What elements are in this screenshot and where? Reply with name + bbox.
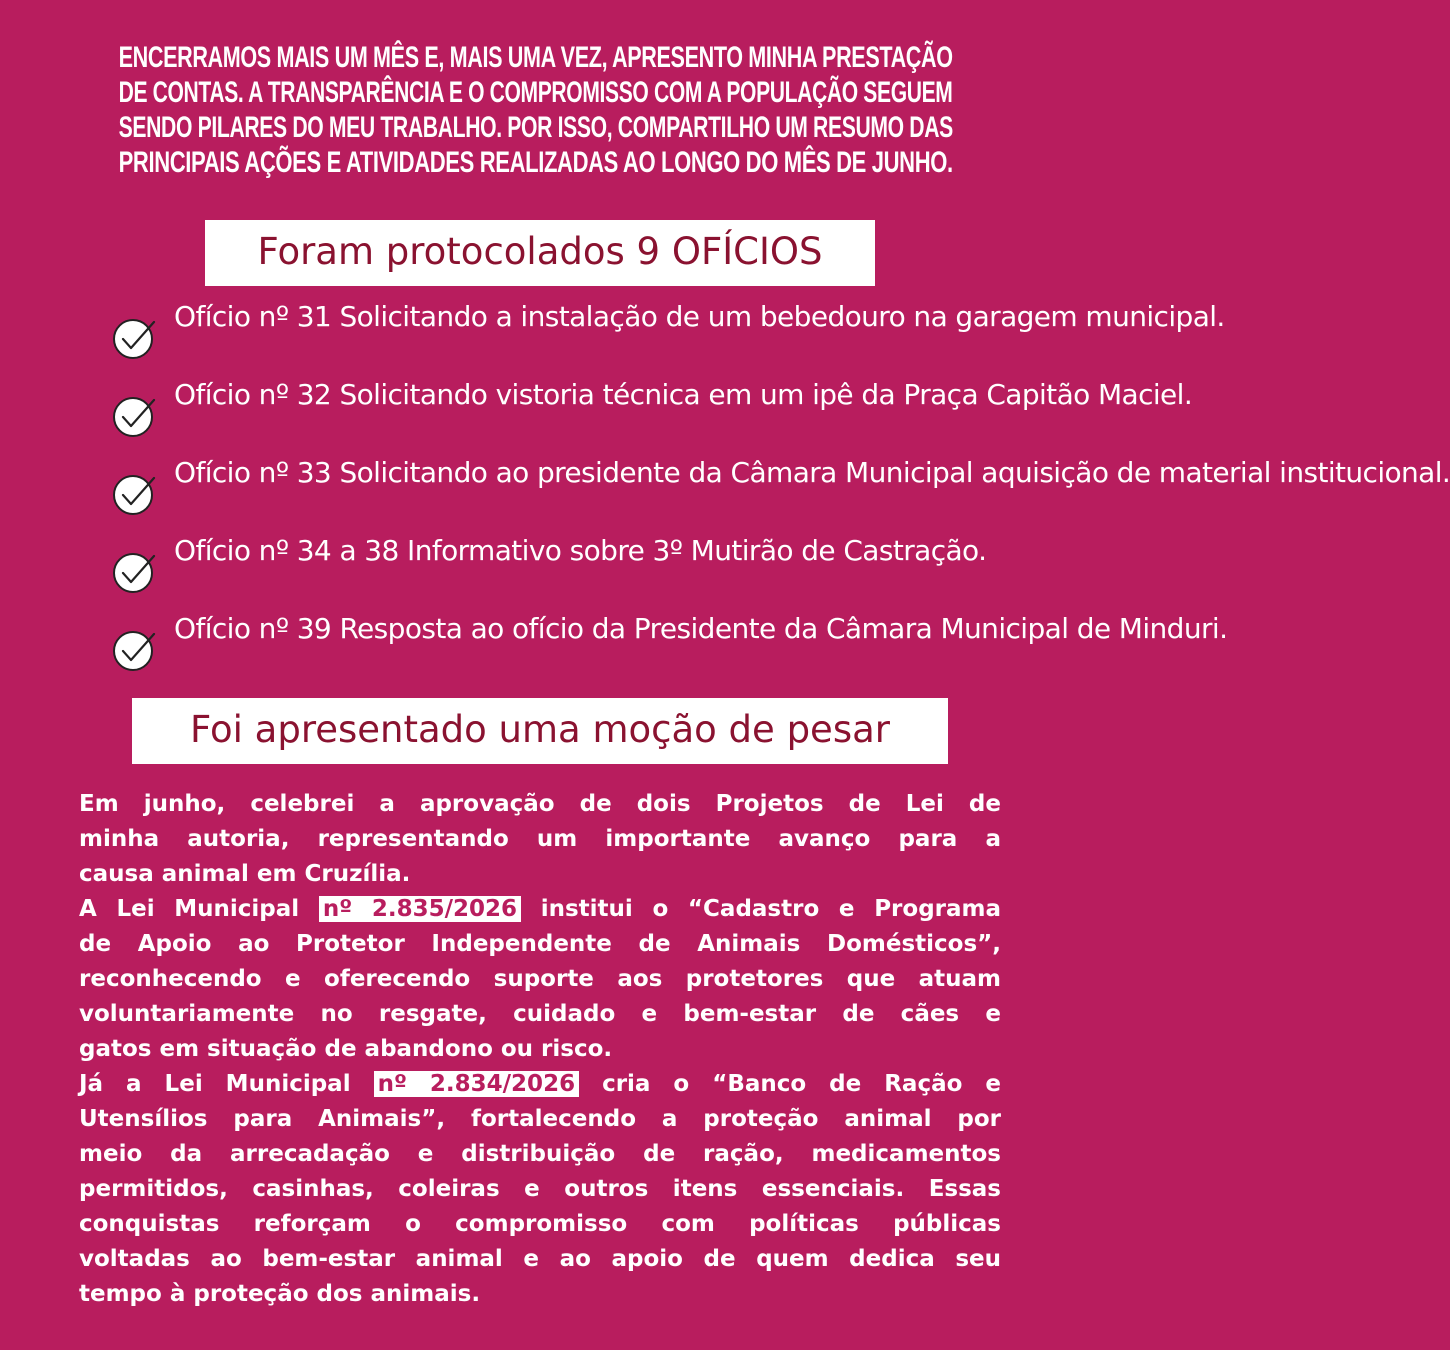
body-line: reconhecendo e oferecendo suporte aos protetores que atuam xyxy=(79,966,1001,992)
oficio-text xyxy=(174,456,1450,490)
intro-line: PRINCIPAIS AÇÕES E ATIVIDADES REALIZADAS AO LONGO DO MÊS DE JUNHO. xyxy=(118,146,953,179)
list-item xyxy=(110,534,990,604)
law-number-highlight: nº 2.835/2026 xyxy=(319,896,521,922)
oficio-text xyxy=(174,612,1228,646)
oficio-line: Ofício nº 32 Solicitando vistoria técnica em um ipê xyxy=(174,378,854,411)
oficio-line: Ofício nº 34 a 38 Informativo sobre 3º Mutirão de xyxy=(174,534,836,567)
oficio-text xyxy=(174,300,1225,334)
oficio-text xyxy=(174,534,994,568)
intro-line: DE CONTAS. A TRANSPARÊNCIA E O COMPROMISSO COM A POPULAÇÃO SEGUEM xyxy=(118,76,953,109)
body-text xyxy=(79,787,1001,1312)
body-text-segment: cria o “Banco de Ração e xyxy=(602,1071,1001,1097)
body-line: Em junho, celebrei a aprovação de dois Projetos de Lei de xyxy=(79,791,1001,817)
body-text-segment: institui o “Cadastro e Programa xyxy=(540,896,1002,922)
body-text-segment: Já a Lei Municipal xyxy=(79,1071,351,1097)
list-item xyxy=(110,378,1193,448)
oficios-banner xyxy=(205,220,875,286)
oficio-line: Ofício nº 33 Solicitando ao presidente da Câmara xyxy=(174,456,837,489)
oficio-line: Castração. xyxy=(843,534,987,567)
intro-line: SENDO PILARES DO MEU TRABALHO. POR ISSO, COMPARTILHO UM RESUMO DAS xyxy=(118,111,953,144)
body-line: conquistas reforçam o compromisso com políticas públicas xyxy=(79,1211,1001,1237)
law-number-highlight: nº 2.834/2026 xyxy=(374,1071,580,1097)
intro-text xyxy=(119,40,962,180)
body-line xyxy=(79,892,1001,927)
list-item xyxy=(110,612,1228,682)
body-line: voluntariamente no resgate, cuidado e bem-estar de cães e xyxy=(79,1001,1001,1027)
body-line: Utensílios para Animais”, fortalecendo a proteção animal por xyxy=(79,1106,1001,1132)
body-line: tempo à proteção dos animais. xyxy=(79,1281,481,1307)
oficio-line: Câmara Municipal de Minduri. xyxy=(825,612,1228,645)
body-line: permitidos, casinhas, coleiras e outros itens essenciais. Essas xyxy=(79,1176,1001,1202)
oficio-line: Ofício nº 39 Resposta ao ofício da Presidente da xyxy=(174,612,818,645)
oficios-banner-label: Foram protocolados 9 OFÍCIOS xyxy=(257,230,823,273)
intro-line: ENCERRAMOS MAIS UM MÊS E, MAIS UMA VEZ, APRESENTO MINHA PRESTAÇÃO xyxy=(118,41,953,74)
body-line: de Apoio ao Protetor Independente de Animais Domésticos”, xyxy=(79,931,1001,957)
oficio-text xyxy=(174,378,1193,412)
body-text-segment: A Lei Municipal xyxy=(79,896,300,922)
oficio-line: Municipal aquisição de material institucional. xyxy=(845,456,1450,489)
body-line: gatos em situação de abandono ou risco. xyxy=(79,1036,613,1062)
oficio-line: bebedouro na garagem municipal. xyxy=(759,300,1225,333)
body-line xyxy=(79,1067,1001,1102)
check-circle-icon xyxy=(112,628,158,674)
body-line: minha autoria, representando um importante avanço para a xyxy=(79,826,1001,852)
mocao-banner-label: Foi apresentado uma moção de pesar xyxy=(190,708,890,751)
body-line: causa animal em Cruzília. xyxy=(79,861,411,887)
list-item xyxy=(110,300,1225,370)
check-circle-icon xyxy=(112,550,158,596)
list-item xyxy=(110,456,1450,526)
mocao-banner xyxy=(132,698,948,764)
check-circle-icon xyxy=(112,394,158,440)
oficio-line: Ofício nº 31 Solicitando a instalação de um xyxy=(174,300,752,333)
oficio-line: da Praça Capitão Maciel. xyxy=(861,378,1193,411)
check-circle-icon xyxy=(112,316,158,362)
body-line: voltadas ao bem-estar animal e ao apoio de quem dedica seu xyxy=(79,1246,1001,1272)
body-line: meio da arrecadação e distribuição de ração, medicamentos xyxy=(79,1141,1001,1167)
check-circle-icon xyxy=(112,472,158,518)
